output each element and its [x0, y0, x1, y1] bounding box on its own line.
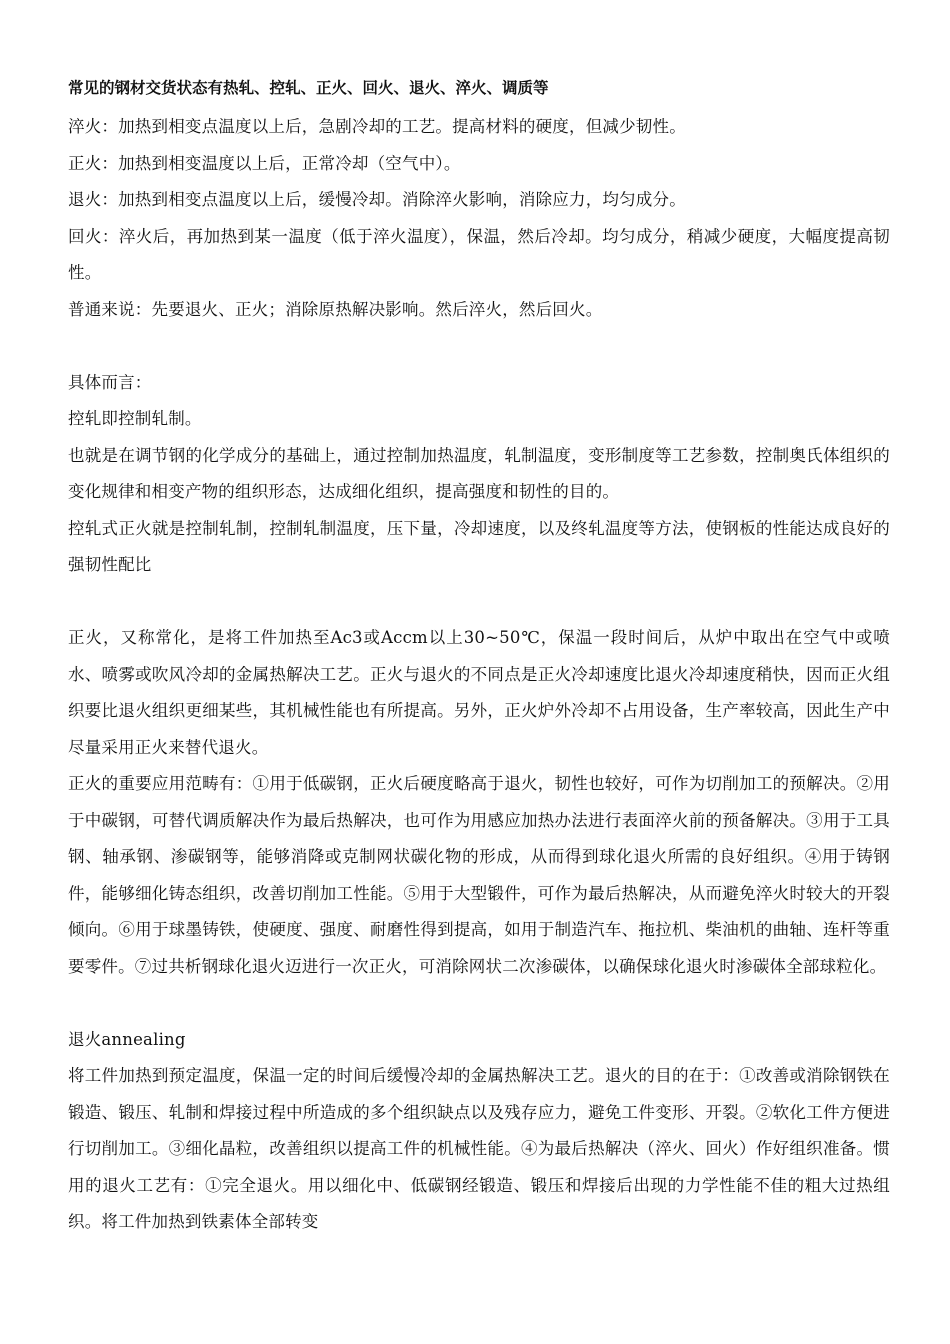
- controlled-rolling-definition: 控轧即控制轧制。: [68, 409, 202, 428]
- normalizing-applications: 正火的重要应用范畴有：①用于低碳钢，正火后硬度略高于退火，韧性也较好，可作为切削加工的预解决。②用于中碳钢，可替代调质解决作为最后热解决，也可作为用感应加热办法进行表面淬火前的预备解决。③用于工具钢、轴承钢、渗碳钢等，能够消降或克制网状碳化物的形成，从而得到球化退火所需的良好组织。④用于铸钢件，能够细化铸态组织，改善切削加工性能。⑤用于大型锻件，可作为最后热解决，从而避免淬火时较大的开裂倾向。⑥用于球墨铸铁，使硬度、强度、耐磨性得到提高，如用于制造汽车、拖拉机、柴油机的曲轴、连杆等重要零件。⑦过共析钢球化退火迈进行一次正火，可消除网状二次渗碳体，以确保球化退火时渗碳体全部球粒化。: [68, 774, 890, 976]
- definition-general-order: 普通来说：先要退火、正火；消除原热解决影响。然后淬火，然后回火。: [68, 299, 603, 319]
- annealing-description: 将工件加热到预定温度，保温一定的时间后缓慢冷却的金属热解决工艺。退火的目的在于：①改善或消除钢铁在锻造、锻压、轧制和焊接过程中所造成的多个组织缺点以及残存应力，避免工件变形、开裂。②软化工件方便进行切削加工。③细化晶粒，改善组织以提高工件的机械性能。④为最后热解决（淬火、回火）作好组织准备。惯用的退火工艺有：①完全退火。用以细化中、低碳钢经锻造、锻压和焊接后出现的力学性能不佳的粗大过热组织。将工件加热到铁素体全部转变: [68, 1066, 890, 1231]
- definition-normalizing: 正火：加热到相变温度以上后，正常冷却（空气中）。: [68, 153, 461, 173]
- document-page: [68, 72, 890, 1241]
- blank-line: [68, 328, 890, 365]
- definition-annealing: 退火：加热到相变点温度以上后，缓慢冷却。消除淬火影响，消除应力，均匀成分。: [68, 190, 686, 209]
- specifics-intro: 具体而言：: [68, 372, 152, 392]
- document-heading: 常见的钢材交货状态有热轧、控轧、正火、回火、退火、淬火、调质等: [68, 79, 549, 97]
- definition-tempering: 回火：淬火后，再加热到某一温度（低于淬火温度），保温，然后冷却。均匀成分，稍减少硬度，大幅度提高韧性。: [68, 226, 890, 282]
- blank-line: [68, 584, 890, 621]
- normalizing-overview: 正火，又称常化，是将工件加热至Ac3或Accm以上30~50℃，保温一段时间后，从炉中取出在空气中或喷水、喷雾或吹风冷却的金属热解决工艺。正火与退火的不同点是正火冷却速度比退火冷却速度稍快，因而正火组织要比退火组织更细某些，其机械性能也有所提高。另外，正火炉外冷却不占用设备，生产率较高，因此生产中尽量采用正火来替代退火。: [68, 628, 890, 757]
- controlled-rolling-description: 也就是在调节钢的化学成分的基础上，通过控制加热温度，轧制温度，变形制度等工艺参数，控制奥氏体组织的变化规律和相变产物的组织形态，达成细化组织，提高强度和韧性的目的。: [68, 445, 890, 501]
- definition-quenching: 淬火：加热到相变点温度以上后，急剧冷却的工艺。提高材料的硬度，但减少韧性。: [68, 117, 686, 136]
- annealing-title: 退火annealing: [68, 1029, 186, 1049]
- controlled-rolling-normalizing: 控轧式正火就是控制轧制，控制轧制温度，压下量，冷却速度，以及终轧温度等方法，使钢板的性能达成良好的强韧性配比: [68, 518, 890, 574]
- blank-line: [68, 985, 890, 1022]
